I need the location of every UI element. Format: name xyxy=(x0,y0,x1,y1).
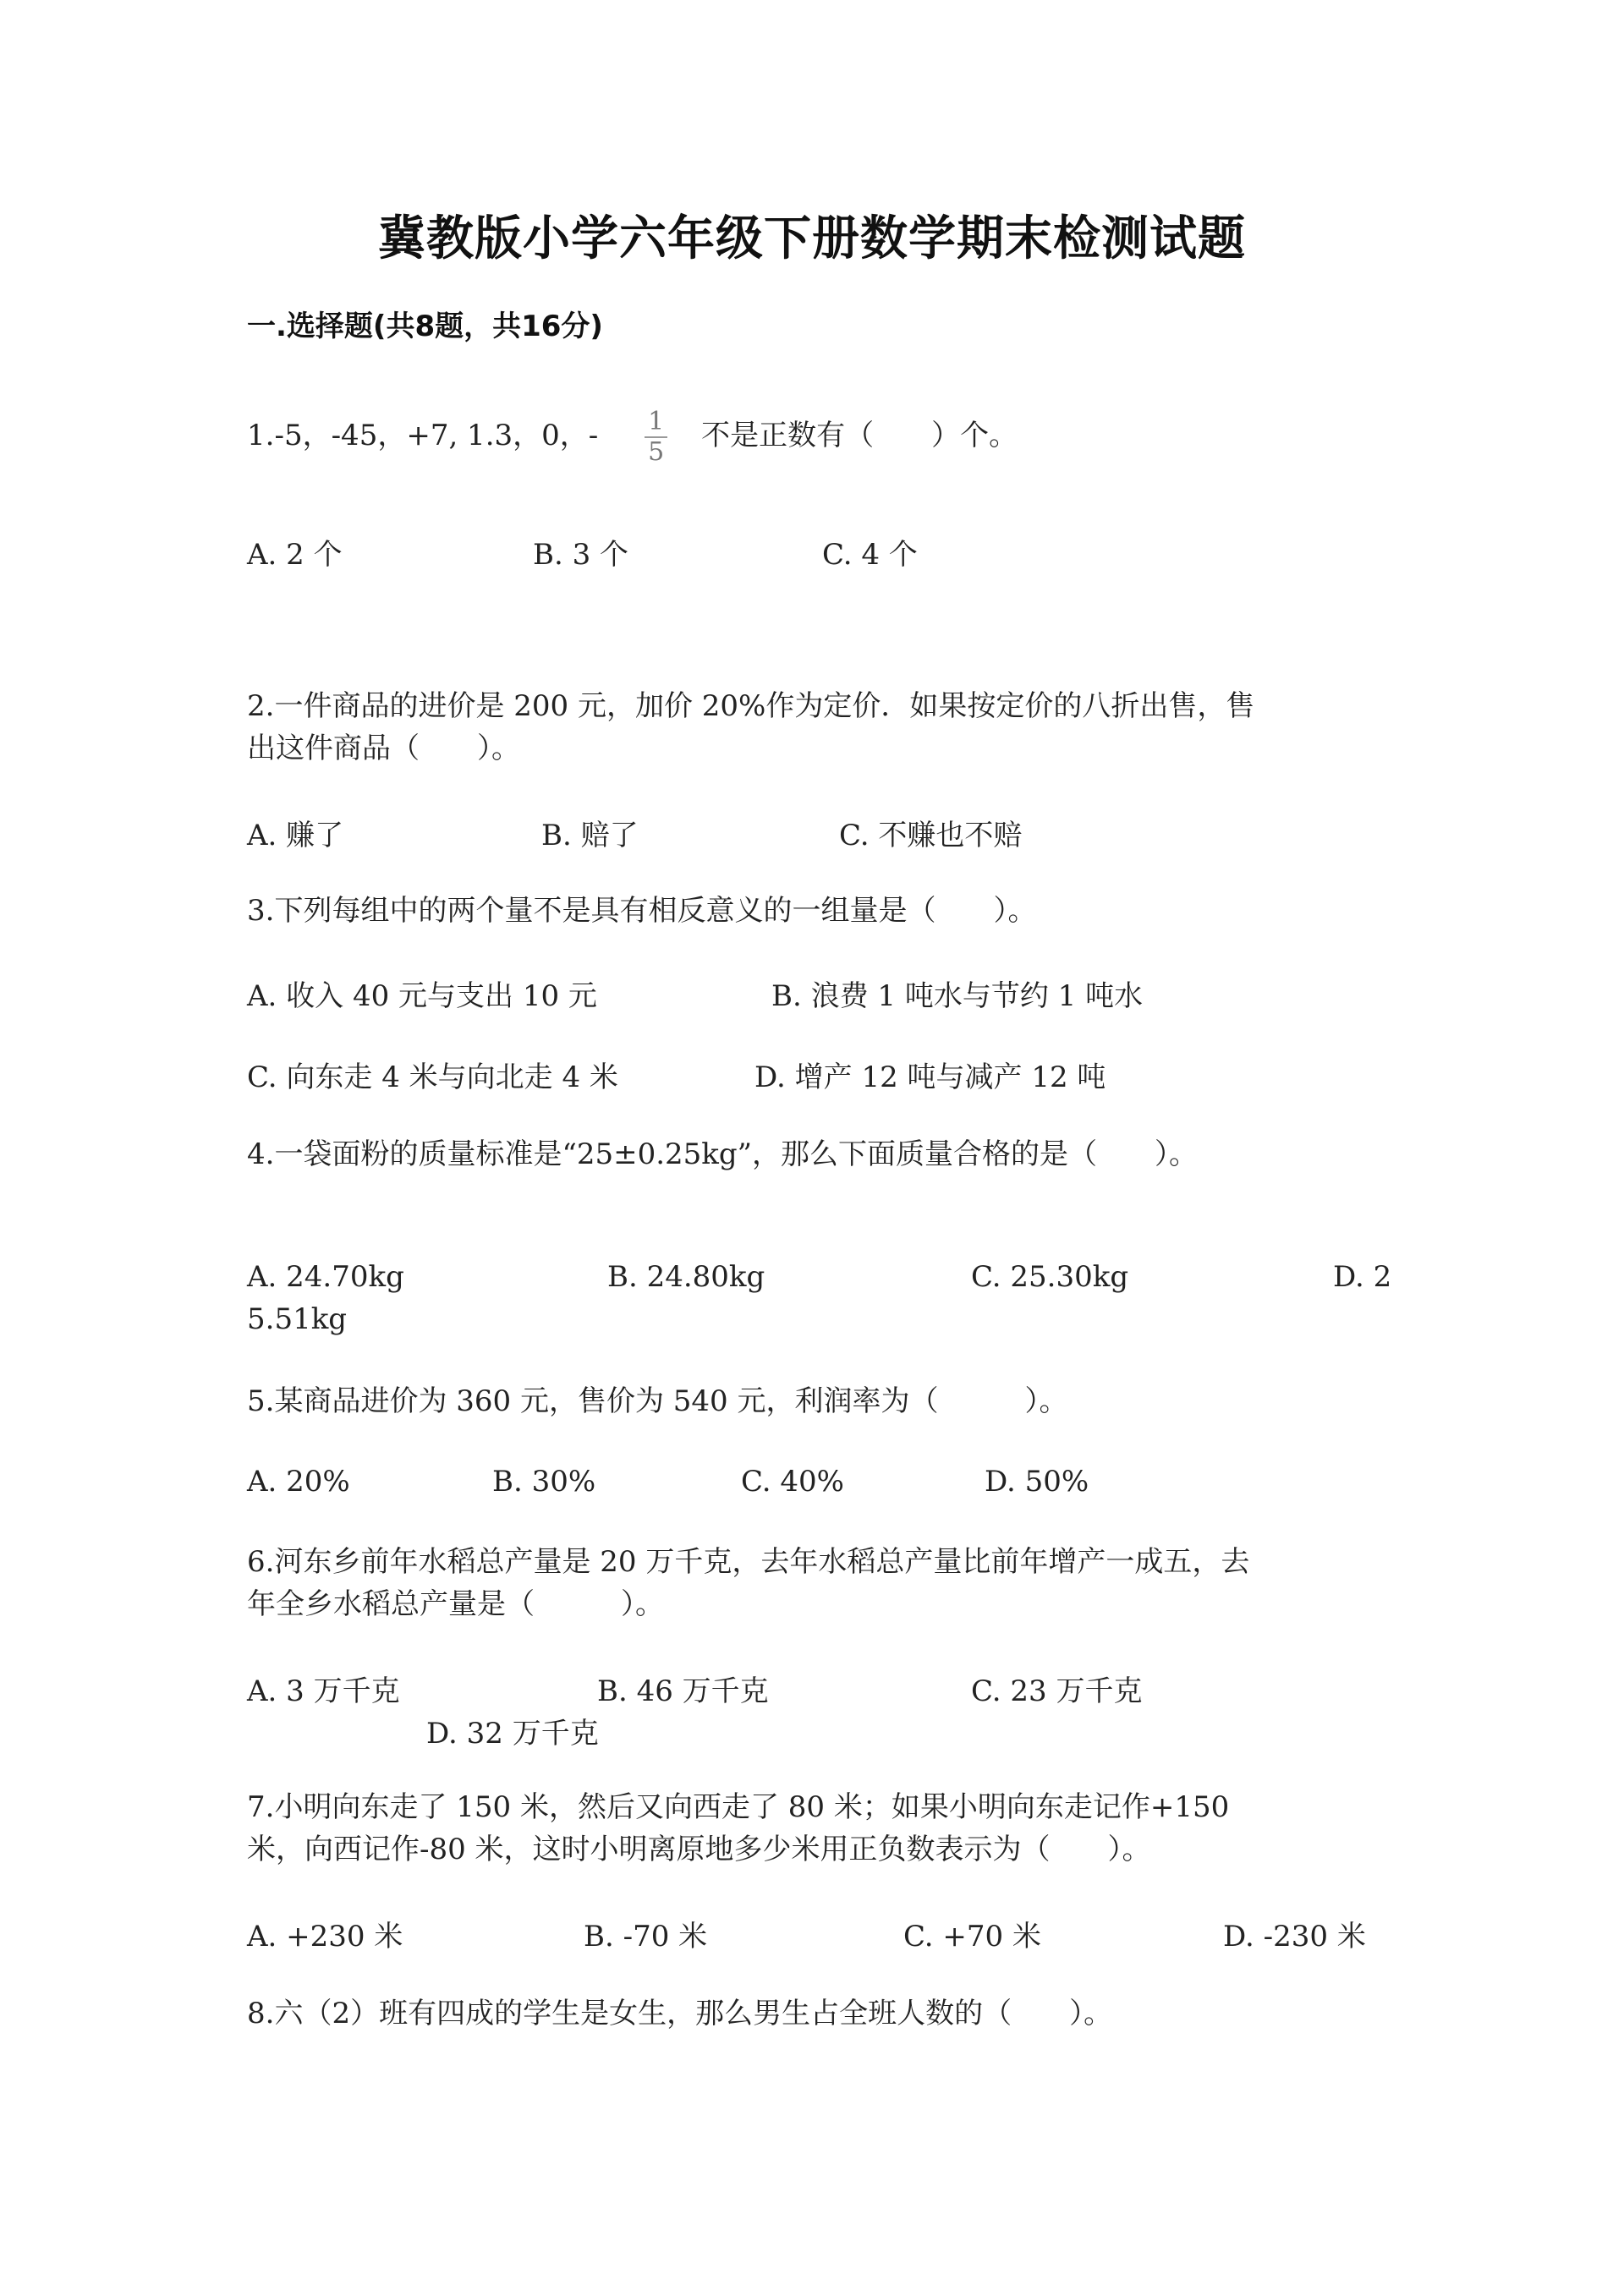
question-6 xyxy=(247,1541,1249,1625)
question-7 xyxy=(247,1786,1229,1871)
fraction-numerator: 1 xyxy=(645,408,667,438)
question-1 xyxy=(247,408,1018,467)
option-c[interactable]: C. 4 个 xyxy=(822,538,918,572)
option-c[interactable]: C. 23 万千克 xyxy=(971,1674,1143,1708)
question-line: 出这件商品（ ）。 xyxy=(247,732,520,765)
option-b[interactable]: B. -70 米 xyxy=(584,1920,708,1954)
question-3: 3.下列每组中的两个量不是具有相反意义的一组量是（ ）。 xyxy=(247,894,1037,928)
option-b[interactable]: B. 3 个 xyxy=(533,538,629,572)
option-d-continued: 5.51kg xyxy=(247,1302,348,1336)
option-b[interactable]: B. 30% xyxy=(492,1465,596,1499)
question-line: 2.一件商品的进价是 200 元，加价 20%作为定价．如果按定价的八折出售，售 xyxy=(247,689,1255,723)
option-c[interactable]: C. +70 米 xyxy=(903,1920,1041,1954)
option-c[interactable]: C. 40% xyxy=(741,1465,844,1499)
option-b[interactable]: B. 24.80kg xyxy=(607,1260,765,1294)
question-number: 2. xyxy=(247,689,275,723)
option-d[interactable]: D. 50% xyxy=(985,1465,1089,1499)
question-line: 年全乡水稻总产量是（ ）。 xyxy=(247,1587,664,1621)
option-a[interactable]: A. 24.70kg xyxy=(247,1260,404,1294)
option-d[interactable]: D. -230 米 xyxy=(1223,1920,1366,1954)
question-4: 4.一袋面粉的质量标准是“25±0.25kg”，那么下面质量合格的是（ ）。 xyxy=(247,1137,1199,1171)
question-line: 7.小明向东走了 150 米，然后又向西走了 80 米；如果小明向东走记作+150 xyxy=(247,1790,1230,1824)
question-line: 6.河东乡前年水稻总产量是 20 万千克，去年水稻总产量比前年增产一成五，去 xyxy=(247,1545,1250,1579)
question-8: 8.六（2）班有四成的学生是女生，那么男生占全班人数的（ ）。 xyxy=(247,1997,1113,2030)
option-c[interactable]: C. 向东走 4 米与向北走 4 米 xyxy=(247,1060,618,1094)
option-a[interactable]: A. 2 个 xyxy=(247,538,343,572)
question-number: 6. xyxy=(247,1545,275,1579)
question-text: -5，-45，+7, 1.3，0，- xyxy=(274,419,599,452)
option-b[interactable]: B. 浪费 1 吨水与节约 1 吨水 xyxy=(771,979,1144,1013)
question-2 xyxy=(247,685,1254,770)
option-b[interactable]: B. 赔了 xyxy=(541,819,639,852)
question-number: 4. xyxy=(247,1137,275,1171)
fraction-denominator: 5 xyxy=(648,437,665,467)
section-heading: 一.选择题(共8题，共16分) xyxy=(247,310,603,343)
option-c[interactable]: C. 25.30kg xyxy=(971,1260,1129,1294)
question-number: 7. xyxy=(247,1790,275,1824)
option-d[interactable]: D. 增产 12 吨与减产 12 吨 xyxy=(754,1060,1106,1094)
question-text: 不是正数有（ ）个。 xyxy=(701,419,1018,452)
option-d[interactable]: D. 32 万千克 xyxy=(426,1717,599,1751)
option-a[interactable]: A. 赚了 xyxy=(247,819,344,852)
option-d[interactable]: D. 2 xyxy=(1333,1260,1392,1294)
question-number: 8. xyxy=(247,1997,275,2030)
option-a[interactable]: A. 收入 40 元与支出 10 元 xyxy=(247,979,597,1013)
option-b[interactable]: B. 46 万千克 xyxy=(597,1674,769,1708)
option-a[interactable]: A. 3 万千克 xyxy=(247,1674,400,1708)
option-a[interactable]: A. +230 米 xyxy=(247,1920,403,1954)
option-a[interactable]: A. 20% xyxy=(247,1465,350,1499)
question-number: 1. xyxy=(247,419,275,452)
document-title: 冀教版小学六年级下册数学期末检测试题 xyxy=(378,211,1246,266)
question-number: 5. xyxy=(247,1384,275,1418)
question-5: 5.某商品进价为 360 元，售价为 540 元，利润率为（ ）。 xyxy=(247,1384,1068,1418)
option-c[interactable]: C. 不赚也不赔 xyxy=(839,819,1023,852)
question-line: 米，向西记作-80 米，这时小明离原地多少米用正负数表示为（ ）。 xyxy=(247,1833,1151,1866)
fraction-one-fifth xyxy=(645,408,667,467)
question-number: 3. xyxy=(247,894,275,928)
